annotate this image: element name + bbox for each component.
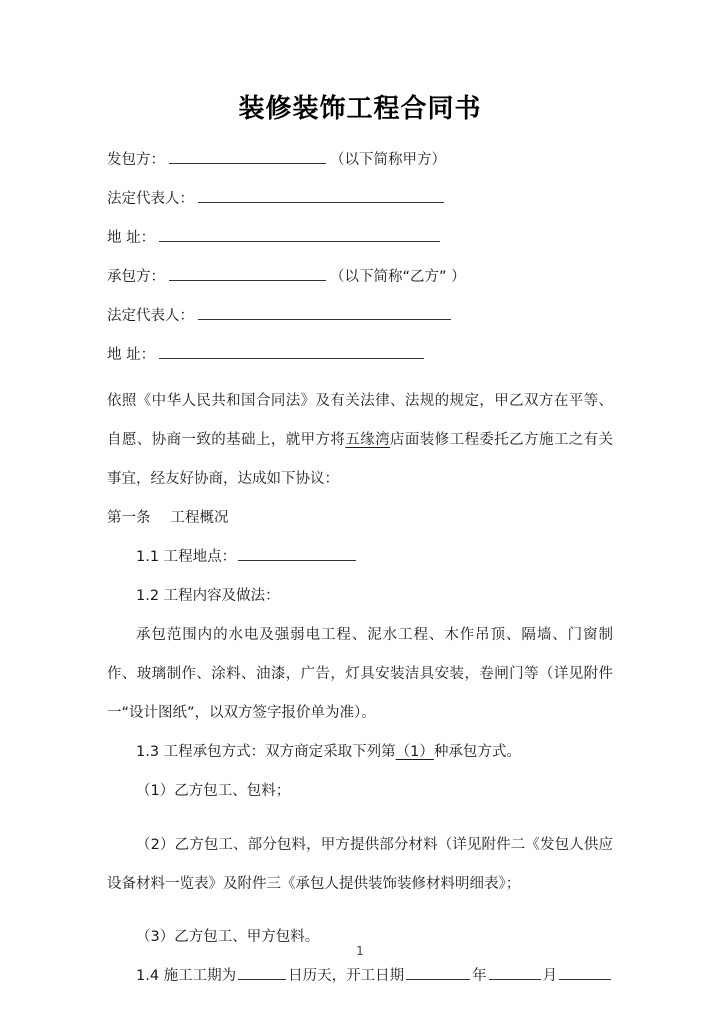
item-1-3 [107,733,613,772]
party-a-address-input[interactable] [159,226,440,242]
contract-method-option-2[interactable]: （2）乙方包工、部分包料，甲方提供部分材料（详见附件二《发包人供应设备材料一览表》及附件三《承包人提供装饰装修材料明细表》； [107,836,613,892]
item-1-4-seg1: 1.4 施工工期为 [136,968,237,984]
duration-days-input[interactable] [238,965,286,980]
field-row-party-a-representative [107,187,613,226]
contract-method-selected[interactable]: （1） [395,744,434,760]
field-row-party-a-address [107,226,613,265]
contract-method-option-1[interactable]: （1）乙方包工、包料； [136,783,291,799]
field-row-party-b-representative [107,304,613,343]
item-1-1-label: 1.1 工程地点： [136,549,237,565]
item-1-4 [107,957,613,996]
preamble-paragraph [107,382,613,499]
item-1-4-seg3: 年 [472,968,487,984]
preamble-text-before: 依照《中华人民共和国合同法》及有关法律、法规的规定，甲乙双方在平等、自愿、协商一致的基础上，就甲方将 [107,393,613,448]
preamble-text-after: 店面装修工程委托乙方施工之有关事宜，经友好协商，达成如下协议： [107,432,614,487]
party-b-name-input[interactable] [169,265,326,281]
field-label: 地 址： [107,347,156,363]
project-location-input[interactable] [238,546,356,561]
item-1-4-seg4: 月 [542,968,558,984]
item-1-2 [107,577,613,616]
preamble-project-location: 五缘湾 [345,432,390,448]
party-b-representative-input[interactable] [198,304,451,320]
field-row-party-b-name [107,265,613,304]
field-suffix: （以下简称“乙方” ） [330,269,466,285]
item-1-2-body: 承包范围内的水电及强弱电工程、泥水工程、木作吊顶、隔墙、门窗制作、玻璃制作、涂料、油漆，广告，灯具安装洁具安装，卷闸门等（详见附件一“设计图纸”，以双方签字报价单为准）。 [107,627,613,721]
field-label: 承包方： [107,269,165,285]
item-1-1 [107,538,613,577]
contract-method-option-3[interactable]: （3）乙方包工、甲方包料。 [136,929,320,945]
field-row-party-a-name [107,148,613,187]
page-number: 1 [356,944,364,958]
party-a-representative-input[interactable] [198,187,444,203]
field-label: 地 址： [107,230,156,246]
item-1-3-prefix: 1.3 工程承包方式：双方商定采取下列第 [136,744,396,760]
field-label: 法定代表人： [107,308,194,324]
document-body [107,148,613,996]
item-1-2-label: 1.2 工程内容及做法： [136,588,280,604]
party-b-address-input[interactable] [159,343,424,359]
item-1-4-seg2: 日历天，开工日期 [288,968,405,984]
field-label: 法定代表人： [107,191,194,207]
field-suffix: （以下简称甲方） [330,152,446,168]
page-title: 装修装饰工程合同书 [238,94,482,124]
field-row-party-b-address [107,343,613,382]
start-year-input[interactable] [406,965,470,980]
start-day-input[interactable] [559,965,611,980]
section-one-number: 第一条 [107,510,151,526]
section-one-title: 工程概况 [170,510,229,526]
field-label: 发包方： [107,152,165,168]
party-a-name-input[interactable] [169,148,326,164]
section-one-heading [107,499,613,538]
item-1-3-suffix: 种承包方式。 [433,744,521,760]
start-month-input[interactable] [489,965,541,980]
